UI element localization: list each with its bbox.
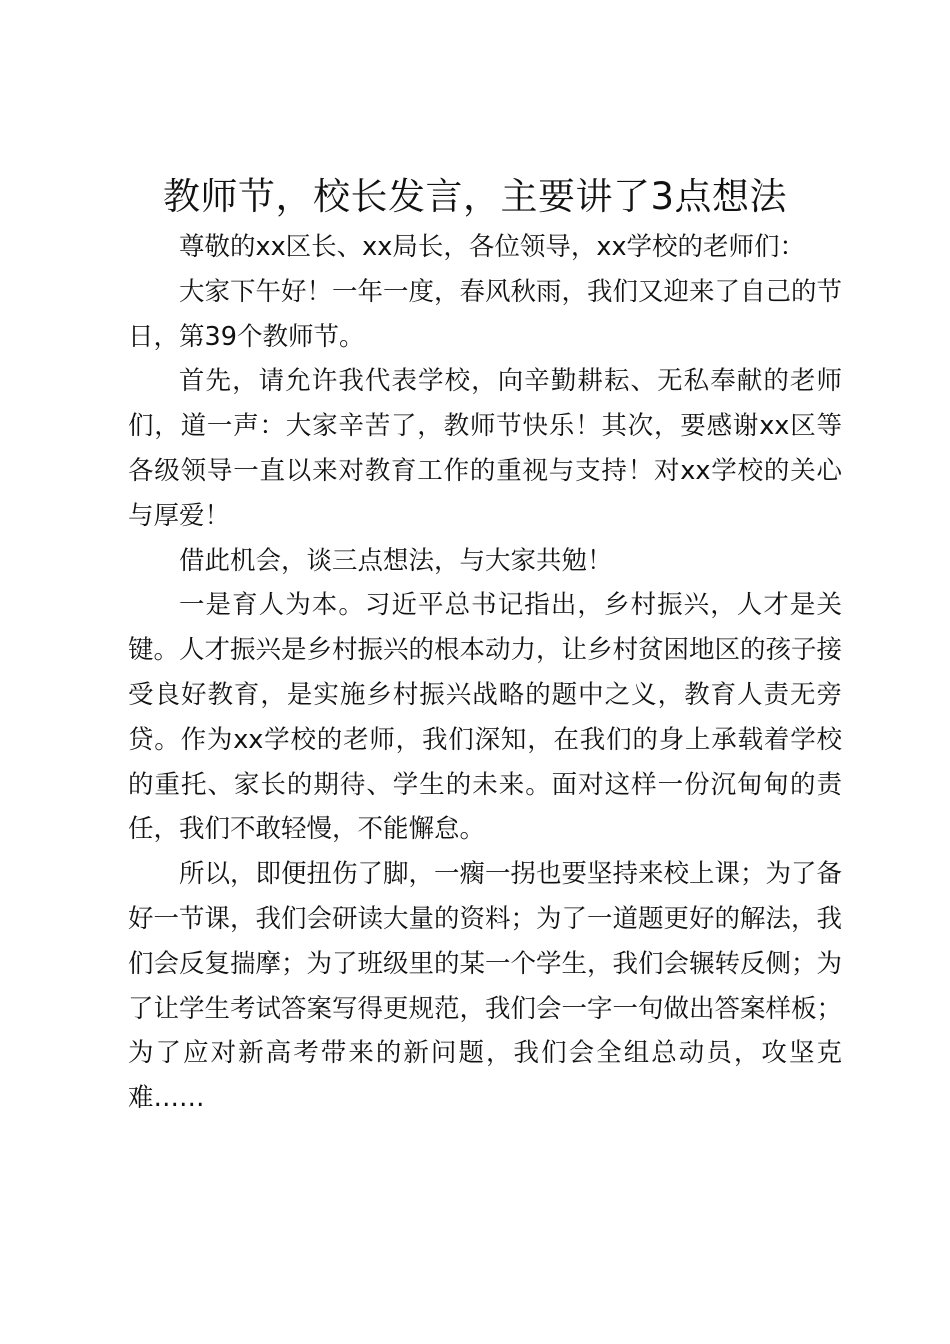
paragraph-salutation: 尊敬的xx区长、xx局长，各位领导，xx学校的老师们： xyxy=(179,232,806,262)
paragraph-point-one: 一是育人为本。习近平总书记指出，乡村振兴，人才是关键。人才振兴是乡村振兴的根本动力，让乡村贫困地区的孩子接受良好教育，是实施乡村振兴战略的题中之义，教育人责无旁贷。作为xx学校的老师，我们深知，在我们的身上承载着学校的重托、家长的期待、学生的未来。面对这样一份沉甸甸的责任，我们不敢轻慢，不能懈怠。 xyxy=(128,590,843,845)
paragraph-intro: 借此机会，谈三点想法，与大家共勉！ xyxy=(179,545,613,576)
paragraph-greeting: 大家下午好！一年一度，春风秋雨，我们又迎来了自己的节日，第39个教师节。 xyxy=(128,276,843,352)
paragraph-examples: 所以，即便扭伤了脚，一瘸一拐也要坚持来校上课；为了备好一节课，我们会研读大量的资料；为了一道题更好的解法，我们会反复揣摩；为了班级里的某一个学生，我们会辗转反侧；为了让学生考试答案写得更规范，我们会一字一句做出答案样板；为了应对新高考带来的新问题，我们会全组总动员，攻坚克难…… xyxy=(128,859,843,1114)
document-body xyxy=(128,225,842,1121)
paragraph-thanks: 首先，请允许我代表学校，向辛勤耕耘、无私奉献的老师们，道一声：大家辛苦了，教师节快乐！其次，要感谢xx区等各级领导一直以来对教育工作的重视与支持！对xx学校的关心与厚爱！ xyxy=(128,366,842,531)
document-title: 教师节，校长发言，主要讲了3点想法 xyxy=(162,175,788,218)
